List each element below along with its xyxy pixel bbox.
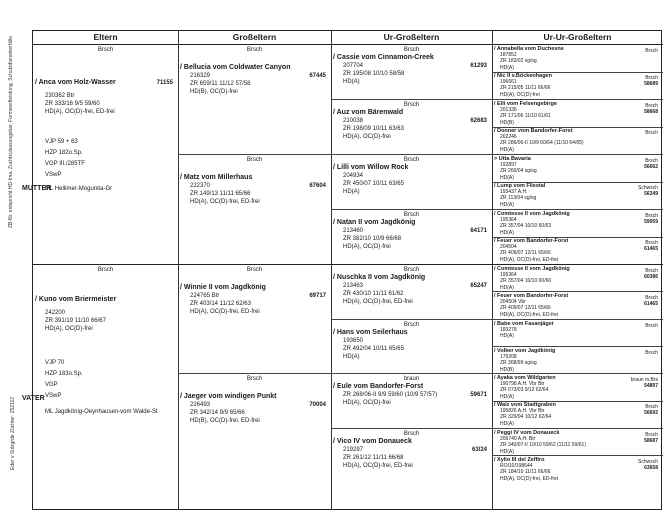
mother-color: Brsch	[97, 47, 114, 53]
father-reg: 242200	[45, 310, 66, 316]
great-great-grandparents-color: Brsch	[645, 350, 658, 356]
grandparents-hd: HD(B), OC(D)-frei	[190, 89, 238, 95]
great-great-grandparents-cell	[494, 430, 661, 456]
great-grandparents-hd: HD(A), OC(D)-frei	[343, 400, 391, 406]
great-grandparents-number: 59671	[470, 392, 487, 398]
great-great-grandparents-hd: HD(A), OC(D)-frei, ED-frei	[500, 311, 559, 318]
great-great-grandparents-reg: 179208	[500, 354, 517, 361]
grandparents-zr: ZR 403/14 11/12 62/63	[190, 301, 251, 307]
grandparents-color: Brsch	[246, 157, 263, 163]
great-great-grandparents-number: 61465	[644, 246, 658, 252]
mutter-label: MUTTER	[22, 185, 52, 192]
great-great-grandparents-zr: ZR 073/03 9/12 62/64	[500, 387, 549, 394]
great-grandparents-cell	[333, 430, 490, 482]
mother-cell	[35, 46, 176, 262]
great-great-grandparents-number: 63658	[644, 465, 658, 471]
great-great-grandparents-zr: ZR 260/04 sg/sg	[500, 168, 537, 175]
great-great-grandparents-cell	[494, 348, 661, 374]
great-grandparents-reg: 213460	[343, 228, 364, 234]
great-great-grandparents-cell	[494, 183, 661, 209]
great-great-grandparents-reg: 202246	[500, 134, 517, 141]
grandparents-reg: 216329	[190, 73, 211, 79]
great-grandparents-number: 65247	[470, 283, 487, 289]
sidebar-bottom-text: Eder v Sülzgrde Züchter: 252112	[10, 396, 16, 470]
vater-label: VATER	[22, 395, 45, 402]
grandparents-number: 70004	[309, 402, 326, 408]
grandparents-cell	[180, 375, 329, 481]
great-great-grandparents-cell	[494, 211, 661, 237]
great-great-grandparents-color: Brsch	[645, 404, 658, 410]
great-grandparents-hd: HD(A), OC(D)-frei, ED-frei	[343, 463, 413, 469]
mother-perf-1: HZP 182o.Sp.	[45, 150, 83, 156]
great-great-grandparents-hd: HD(A)	[500, 146, 514, 153]
great-great-grandparents-reg: 193437 A.H.	[500, 189, 528, 196]
great-great-grandparents-hd: HD(A)	[500, 420, 514, 427]
mother-perf-2: VGP III./285TF	[45, 161, 85, 167]
great-grandparents-color: Brsch	[403, 267, 420, 273]
great-great-grandparents-zr: ZR 409/07 12/11 65/66	[500, 305, 551, 312]
great-great-grandparents-number: 58689	[644, 81, 658, 87]
father-perf-0: VJP 70	[45, 360, 65, 366]
great-great-grandparents-reg: 183278	[500, 327, 517, 334]
grandparents-zr: ZR 149/13 11/11 65/66	[190, 191, 251, 197]
great-great-grandparents-number: 54897	[644, 383, 658, 389]
great-great-grandparents-number: 56349	[644, 191, 658, 197]
great-grandparents-name: / Hans vom Seilerhaus	[333, 329, 408, 336]
great-grandparents-name: / Auz vom Bärenwald	[333, 109, 404, 116]
great-great-grandparents-cell	[494, 101, 661, 127]
great-great-grandparents-reg: 204504	[500, 244, 517, 251]
great-great-grandparents-number: 60386	[644, 274, 658, 280]
great-grandparents-color: Brsch	[403, 322, 420, 328]
father-cell	[35, 266, 176, 509]
great-grandparents-zr: ZR 198/09 10/11 63/63	[343, 126, 404, 132]
great-grandparents-name: / Nuschka II vom Jagdkönig	[333, 274, 426, 281]
great-grandparents-reg: 213463	[343, 283, 364, 289]
great-grandparents-cell	[333, 375, 490, 427]
great-great-grandparents-hd: HD(A), OC(D)-frei	[500, 91, 540, 98]
great-great-grandparents-cell	[494, 238, 661, 264]
great-great-grandparents-hd: HD(B)	[500, 366, 514, 373]
father-perf-3: VSwP	[45, 393, 62, 399]
great-grandparents-reg: 207704	[343, 63, 364, 69]
mother-hd: HD(A), OC(D)-frei, ED-frei	[45, 109, 115, 115]
great-grandparents-zr: ZR 268/06-II 9/9 59/60 (10/9 57/57)	[343, 392, 438, 398]
great-grandparents-name: / Eule vom Bandorfer-Forst	[333, 383, 424, 390]
great-grandparents-color: braun	[403, 376, 420, 382]
great-grandparents-cell	[333, 156, 490, 208]
grandparents-hd: HD(B), OC(D)-frei, ED-frei	[190, 418, 260, 424]
great-great-grandparents-hd: HD(A)	[500, 64, 514, 71]
grandparents-cell	[180, 156, 329, 262]
great-great-grandparents-zr: ZR 409/07 12/11 65/66	[500, 250, 551, 257]
great-grandparents-reg: 210038	[343, 118, 364, 124]
pedigree-table	[32, 30, 662, 510]
great-great-grandparents-name: / Annabella vom Duchesne	[494, 46, 564, 52]
great-grandparents-zr: ZR 195/08 10/10 58/58	[343, 71, 405, 77]
mother-perf-3: VSwP	[45, 172, 62, 178]
great-great-grandparents-name: / Nic II v.Böckenhagen	[494, 73, 552, 79]
great-great-grandparents-hd: HD(A)	[500, 174, 514, 181]
grandparents-color: Brsch	[246, 376, 263, 382]
great-grandparents-cell	[333, 321, 490, 373]
great-grandparents-reg: 193650	[343, 338, 364, 344]
great-great-grandparents-reg: 201336	[500, 107, 517, 114]
grandparents-hd: HD(A), OC(D)-frei, ED-frei	[190, 199, 260, 205]
great-great-grandparents-zr: ZR 215/05 11/11 66/66	[500, 85, 551, 92]
great-great-grandparents-color: braun m.Brs	[630, 377, 658, 383]
mother-number: 71155	[156, 80, 173, 86]
great-great-grandparents-hd: HD(A)	[500, 448, 514, 455]
great-great-grandparents-name: / Ayaka vom Wildgarten	[494, 375, 556, 381]
great-great-grandparents-zr: ZR 357/04 10/10 60/63	[500, 223, 552, 230]
great-grandparents-color: Brsch	[403, 102, 420, 108]
mother-name: / Anca vom Holz-Wasser	[35, 79, 116, 86]
great-grandparents-number: 63/24	[471, 447, 487, 453]
great-great-grandparents-cell	[494, 321, 661, 347]
great-great-grandparents-cell	[494, 128, 661, 154]
great-grandparents-reg: 204934	[343, 173, 364, 179]
great-great-grandparents-color: Brsch	[645, 75, 658, 81]
great-great-grandparents-name: / Elli vom Felsengebirge	[494, 101, 557, 107]
great-grandparents-zr: ZR 382/10 10/9 66/68	[343, 236, 402, 242]
grandparents-name: / Winnie II vom Jagdkönig	[180, 284, 266, 291]
grandparents-name: / Bellucia vom Coldwater Canyon	[180, 64, 291, 71]
great-grandparents-number: 64171	[470, 228, 487, 234]
mother-reg: 230362 Btr	[45, 93, 75, 99]
great-grandparents-name: / Natan II vom Jagdkönig	[333, 219, 416, 226]
great-great-grandparents-zr: ZR 171/06 11/10 61/61	[500, 113, 551, 120]
father-color: Brsch	[97, 267, 114, 273]
great-great-grandparents-cell	[494, 375, 661, 401]
great-great-grandparents-name: / Volker vom Jagdkönig	[494, 348, 556, 354]
great-great-grandparents-color: Brsch	[645, 323, 658, 329]
great-great-grandparents-cell	[494, 402, 661, 428]
great-great-grandparents-number: 61465	[644, 301, 658, 307]
great-grandparents-hd: HD(A), OC(D)-frei, ED-frei	[343, 299, 413, 305]
header-parents: Eltern	[33, 31, 178, 45]
great-grandparents-cell	[333, 211, 490, 263]
great-great-grandparents-color: Brsch	[645, 130, 658, 136]
great-grandparents-zr: ZR 450/07 10/11 63/65	[343, 181, 404, 187]
great-great-grandparents-cell	[494, 46, 661, 72]
great-great-grandparents-hd: HD(A)	[500, 333, 514, 340]
header-great-grandparents: Ur-Großeltern	[331, 31, 492, 45]
great-grandparents-number: 61293	[470, 63, 487, 69]
great-great-grandparents-hd: HD(A), OC(D)-frei, ED-frei	[500, 256, 559, 263]
great-grandparents-color: Brsch	[403, 212, 420, 218]
great-grandparents-color: Brsch	[403, 431, 420, 437]
great-great-grandparents-reg: 196661	[500, 79, 517, 86]
great-great-grandparents-hd: HD(B)	[500, 119, 514, 126]
grandparents-reg: 226493	[190, 402, 211, 408]
great-great-grandparents-name: > Utta Bavaria	[494, 156, 531, 162]
grandparents-reg: 224765 Btr	[190, 293, 220, 299]
great-great-grandparents-cell	[494, 156, 661, 182]
grandparents-number: 69717	[309, 293, 326, 299]
great-great-grandparents-hd: HD(A), OC(D)-frei, ED-frei	[500, 475, 559, 482]
great-grandparents-number: 62683	[470, 118, 487, 124]
great-great-grandparents-cell	[494, 266, 661, 292]
father-perf-1: HZP 183o.Sp.	[45, 371, 83, 377]
great-great-grandparents-reg: 195826 A.H. Vbr Btr	[500, 408, 545, 415]
great-grandparents-cell	[333, 101, 490, 153]
great-grandparents-hd: HD(A), OC(D)-frei	[343, 244, 391, 250]
great-grandparents-hd: HD(A)	[343, 189, 360, 195]
great-grandparents-name: / Cassie vom Cinnamon-Creek	[333, 54, 434, 61]
father-name: / Kuno vom Briermeister	[35, 296, 117, 303]
mother-zr: ZR 333/16 9/5 59/60	[45, 101, 100, 107]
great-grandparents-color: Brsch	[403, 47, 420, 53]
grandparents-color: Brsch	[246, 267, 263, 273]
great-great-grandparents-name: / Donner vom Bandorfer-Forst	[494, 128, 573, 134]
grandparents-cell	[180, 46, 329, 152]
great-great-grandparents-zr: ZR 357/04 10/10 60/60	[500, 278, 552, 285]
grandparents-reg: 222370	[190, 183, 211, 189]
great-great-grandparents-zr: ZR 368/99 sg/sg	[500, 360, 537, 367]
great-great-grandparents-color: Brsch	[645, 103, 658, 109]
great-great-grandparents-hd: HD(A)	[500, 393, 514, 400]
great-great-grandparents-color: Brsch	[645, 48, 658, 54]
great-grandparents-color: Brsch	[403, 157, 420, 163]
grandparents-zr: ZR 342/14 9/9 65/66	[190, 410, 245, 416]
great-grandparents-hd: HD(A), OC(D)-frei	[343, 134, 391, 140]
great-great-grandparents-hd: HD(A)	[500, 229, 514, 236]
father-zr: ZR 391/19 11/10 66/67	[45, 318, 106, 324]
great-great-grandparents-reg: ROI10/198644	[500, 463, 533, 470]
grandparents-hd: HD(A), OC(D)-frei, ED-frei	[190, 309, 260, 315]
great-great-grandparents-color: Brsch	[645, 295, 658, 301]
great-great-grandparents-name: / Walz vom Stadtgraben	[494, 402, 556, 408]
father-perf-2: VGP	[45, 382, 58, 388]
great-great-grandparents-reg: 190798 A.H. Vbr Btr	[500, 381, 545, 388]
great-great-grandparents-hd: HD(A)	[500, 284, 514, 291]
great-great-grandparents-cell	[494, 293, 661, 319]
great-great-grandparents-name: / Comtesse II vom Jagdkönig	[494, 266, 570, 272]
mother-perf-0: VJP 59 + 63	[45, 139, 78, 145]
great-great-grandparents-number: 58668	[644, 109, 658, 115]
header-grandparents: Großeltern	[178, 31, 331, 45]
great-great-grandparents-color: Schwsch	[637, 185, 658, 191]
great-great-grandparents-number: 59059	[644, 219, 658, 225]
great-great-grandparents-reg: 206740 A.H. Btr	[500, 436, 536, 443]
great-great-grandparents-number: 58687	[644, 438, 658, 444]
great-grandparents-hd: HD(A)	[343, 79, 360, 85]
father-hd: HD(A), OC(D)-frei	[45, 326, 93, 332]
great-great-grandparents-cell	[494, 73, 661, 99]
great-great-grandparents-reg: 195364	[500, 217, 517, 224]
grandparents-name: / Matz vom Millerhaus	[180, 174, 253, 181]
grandparents-zr: ZR 659/11 11/12 57/58	[190, 81, 251, 87]
great-great-grandparents-name: / Comtesse II vom Jagdkönig	[494, 211, 570, 217]
grandparents-number: 67604	[309, 183, 326, 189]
great-grandparents-zr: ZR 492/04 10/11 65/65	[343, 346, 404, 352]
great-great-grandparents-name: / Feuer vom Bandorfer-Forst	[494, 293, 569, 299]
great-great-grandparents-reg: 192897	[500, 162, 517, 169]
great-grandparents-hd: HD(A)	[343, 354, 360, 360]
great-great-grandparents-zr: ZR 183/02 sg/sg	[500, 58, 537, 65]
great-grandparents-reg: 219297	[343, 447, 364, 453]
great-great-grandparents-name: / Xylio III del Zeffiro	[494, 457, 545, 463]
great-grandparents-name: / Vico IV vom Donaueck	[333, 438, 412, 445]
great-great-grandparents-color: Brsch	[645, 240, 658, 246]
great-great-grandparents-hd: HD(A)	[500, 201, 514, 208]
grandparents-number: 67445	[309, 73, 326, 79]
great-great-grandparents-name: / Lump vom Fliestal	[494, 183, 546, 189]
great-grandparents-zr: ZR 261/12 11/11 66/68	[343, 455, 404, 461]
great-great-grandparents-color: Brsch	[645, 213, 658, 219]
great-great-grandparents-name: / Peggi IV vom Donaueck	[494, 430, 560, 436]
great-great-grandparents-reg: 187852	[500, 52, 517, 59]
great-great-grandparents-color: Schwsch	[637, 459, 658, 465]
great-great-grandparents-zr: ZR 340/07-II 10/10 59/62 (11/11 59/61)	[500, 442, 586, 449]
great-great-grandparents-number: 56692	[644, 410, 658, 416]
father-ml: ML Jagdkönig-Oeynhausen-vom Walde-St	[45, 409, 158, 415]
grandparents-name: / Jaeger vom windigen Punkt	[180, 393, 277, 400]
great-great-grandparents-zr: ZR 184/10 11/11 66/66	[500, 469, 551, 476]
great-great-grandparents-reg: 204504 Vbr	[500, 299, 526, 306]
great-great-grandparents-color: Brsch	[645, 158, 658, 164]
great-grandparents-zr: ZR 430/10 11/11 61/62	[343, 291, 404, 297]
great-great-grandparents-reg: 195364	[500, 272, 517, 279]
great-great-grandparents-zr: ZR 113/04 sg/sg	[500, 195, 537, 202]
great-great-grandparents-color: Brsch	[645, 432, 658, 438]
great-grandparents-cell	[333, 266, 490, 318]
mother-ml: ML Hellimer-Moguntia-Gr	[45, 186, 113, 192]
header-great-great-grandparents: Ur-Ur-Großeltern	[492, 31, 663, 45]
great-grandparents-cell	[333, 46, 490, 98]
grandparents-color: Brsch	[246, 47, 263, 53]
great-great-grandparents-zr: ZR 286/06-II 10/9 60/64 (11/10 64/65)	[500, 140, 584, 147]
great-great-grandparents-cell	[494, 457, 661, 483]
sidebar-top-text: ZB-Nr. entspricht HD-Ima, Zuchtzulassungsbar, Formwertleistung, Schutzdienstverfälle	[8, 35, 14, 228]
great-great-grandparents-zr: ZR 329/04 10/12 62/64	[500, 414, 552, 421]
grandparents-cell	[180, 266, 329, 372]
great-great-grandparents-number: 56662	[644, 164, 658, 170]
great-grandparents-name: / Lilli vom Willow Rock	[333, 164, 409, 171]
great-great-grandparents-name: / Feuer vom Bandorfer-Forst	[494, 238, 569, 244]
great-great-grandparents-name: / Babe vom Fasanjäger	[494, 321, 554, 327]
great-great-grandparents-color: Brsch	[645, 268, 658, 274]
